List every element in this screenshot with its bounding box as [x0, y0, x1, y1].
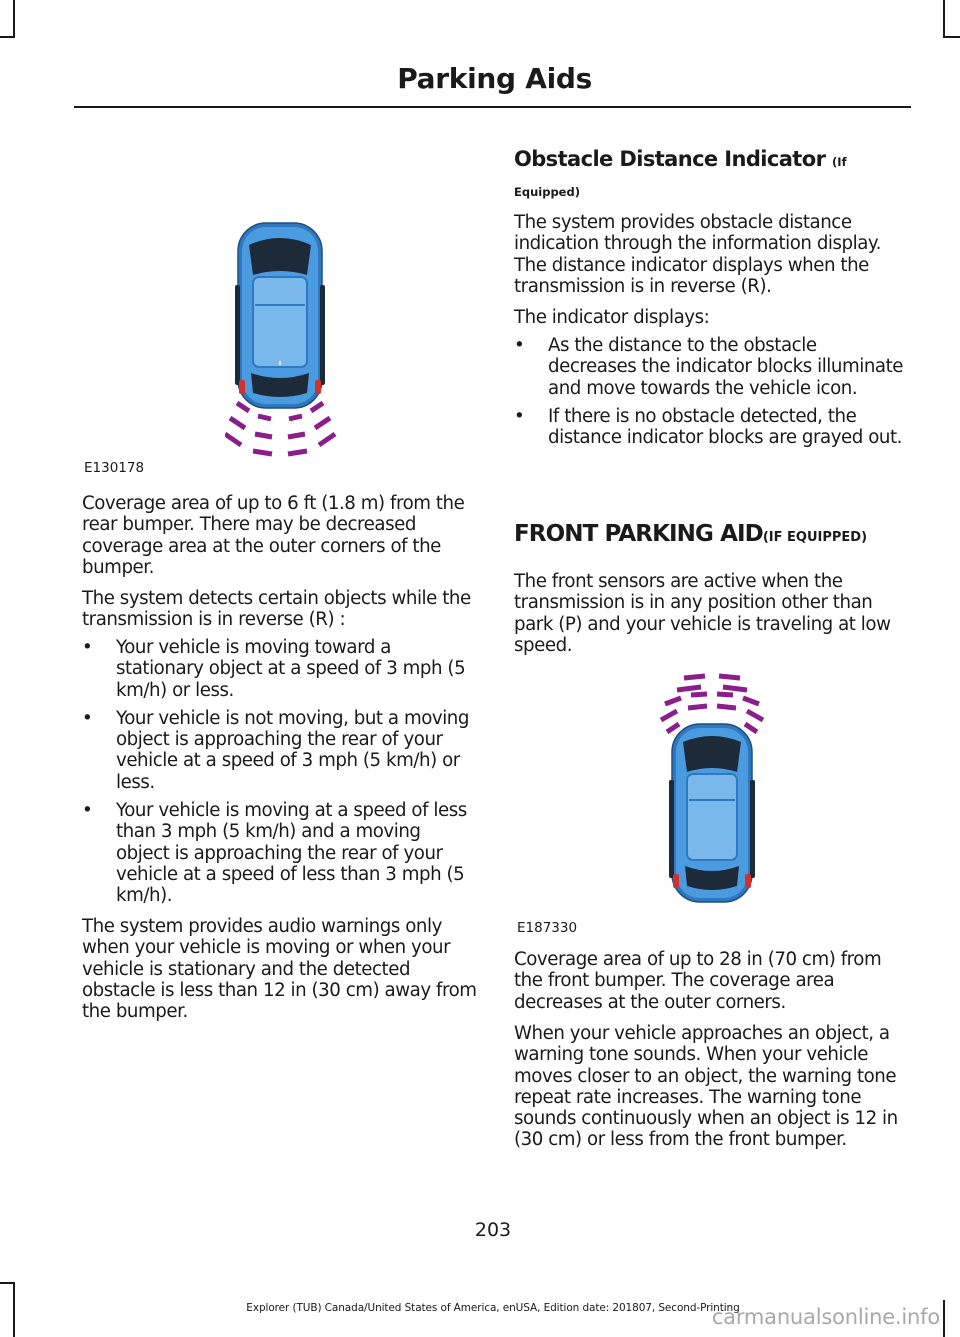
front-coverage-paragraph: Coverage area of up to 28 in (70 cm) from the front bumper. The coverage area decreases at the outer corners.: [514, 949, 882, 1013]
indicator-displays-paragraph: The indicator displays:: [514, 307, 710, 328]
rear-parking-aid-figure: [225, 215, 340, 460]
list-item: • If there is no obstacle detected, the distance indicator blocks are grayed out.: [514, 405, 902, 449]
bullet-glyph: •: [514, 405, 525, 427]
crop-mark-bottom-left-h: [0, 1282, 15, 1284]
rear-sensor-arcs-icon: [225, 403, 335, 454]
distance-indication-paragraph: The system provides obstacle distance indication through the information display. The distance indicator displays when the transmission is in reverse (R).: [514, 212, 881, 297]
front-parking-aid-heading: FRONT PARKING AID(IF EQUIPPED): [514, 521, 868, 547]
front-parking-aid-figure: [657, 668, 767, 908]
bullet-glyph: •: [82, 707, 93, 729]
indicator-list: [514, 335, 909, 448]
car-top-view-icon: [235, 223, 325, 408]
figure-code-rear: E130178: [84, 460, 145, 476]
obstacle-distance-heading: Obstacle Distance Indicator (If: [514, 147, 847, 171]
crop-mark-top-left-h: [0, 36, 15, 38]
obstacle-distance-heading-cont: Equipped): [514, 185, 580, 199]
list-item: • As the distance to the obstacle decreases the indicator blocks illuminate and move towards the vehicle icon.: [514, 335, 904, 399]
rear-coverage-paragraph: Coverage area of up to 6 ft (1.8 m) from the rear bumper. There may be decreased coverage area at the outer corners of the bumper.: [82, 493, 465, 578]
list-item: • Your vehicle is moving toward a stationary object at a speed of 3 mph (5 km/h) or less.: [82, 637, 466, 701]
front-sensors-paragraph: The front sensors are active when the transmission is in any position other than park (P) and your vehicle is traveling at low speed.: [514, 571, 891, 656]
crop-mark-top-left-v: [13, 0, 15, 38]
page-number: 203: [474, 1219, 512, 1241]
list-item: • Your vehicle is not moving, but a moving object is approaching the rear of your vehicle at a speed of 3 mph (5 km/h) or less.: [82, 707, 469, 793]
bullet-glyph: •: [82, 637, 93, 658]
header-rule: [74, 106, 911, 108]
bullet-glyph: •: [82, 800, 93, 822]
page-title: Parking Aids: [397, 62, 592, 95]
list-item: • Your vehicle is moving at a speed of less than 3 mph (5 km/h) and a moving object is approaching the rear of your vehicle at a speed of less than 3 mph (5 km/h).: [82, 800, 467, 907]
reverse-detection-paragraph: The system detects certain objects while the transmission is in reverse (R) :: [82, 588, 471, 631]
edition-line: Explorer (TUB) Canada/United States of America, enUSA, Edition date: 201807, Second-Printing: [246, 1302, 740, 1314]
bullet-glyph: •: [514, 335, 525, 356]
warning-tone-paragraph: When your vehicle approaches an object, a warning tone sounds. When your vehicle moves closer to an object, the warning tone repeat rate increases. The warning tone sounds continuously when an object is 12 in (30 cm) or less from the front bumper.: [514, 1023, 898, 1151]
crop-mark-top-right-v: [943, 0, 945, 38]
rear-detection-list: [82, 637, 477, 907]
car-top-view-icon: [669, 724, 755, 902]
watermark: carmanualsonline.info: [711, 1305, 940, 1329]
audio-warning-paragraph: The system provides audio warnings only when your vehicle is moving or when your vehicle is stationary and the detected obstacle is less than 12 in (30 cm) away from the bumper.: [82, 916, 477, 1023]
figure-code-front: E187330: [517, 920, 578, 936]
crop-mark-top-right-h: [943, 36, 960, 38]
